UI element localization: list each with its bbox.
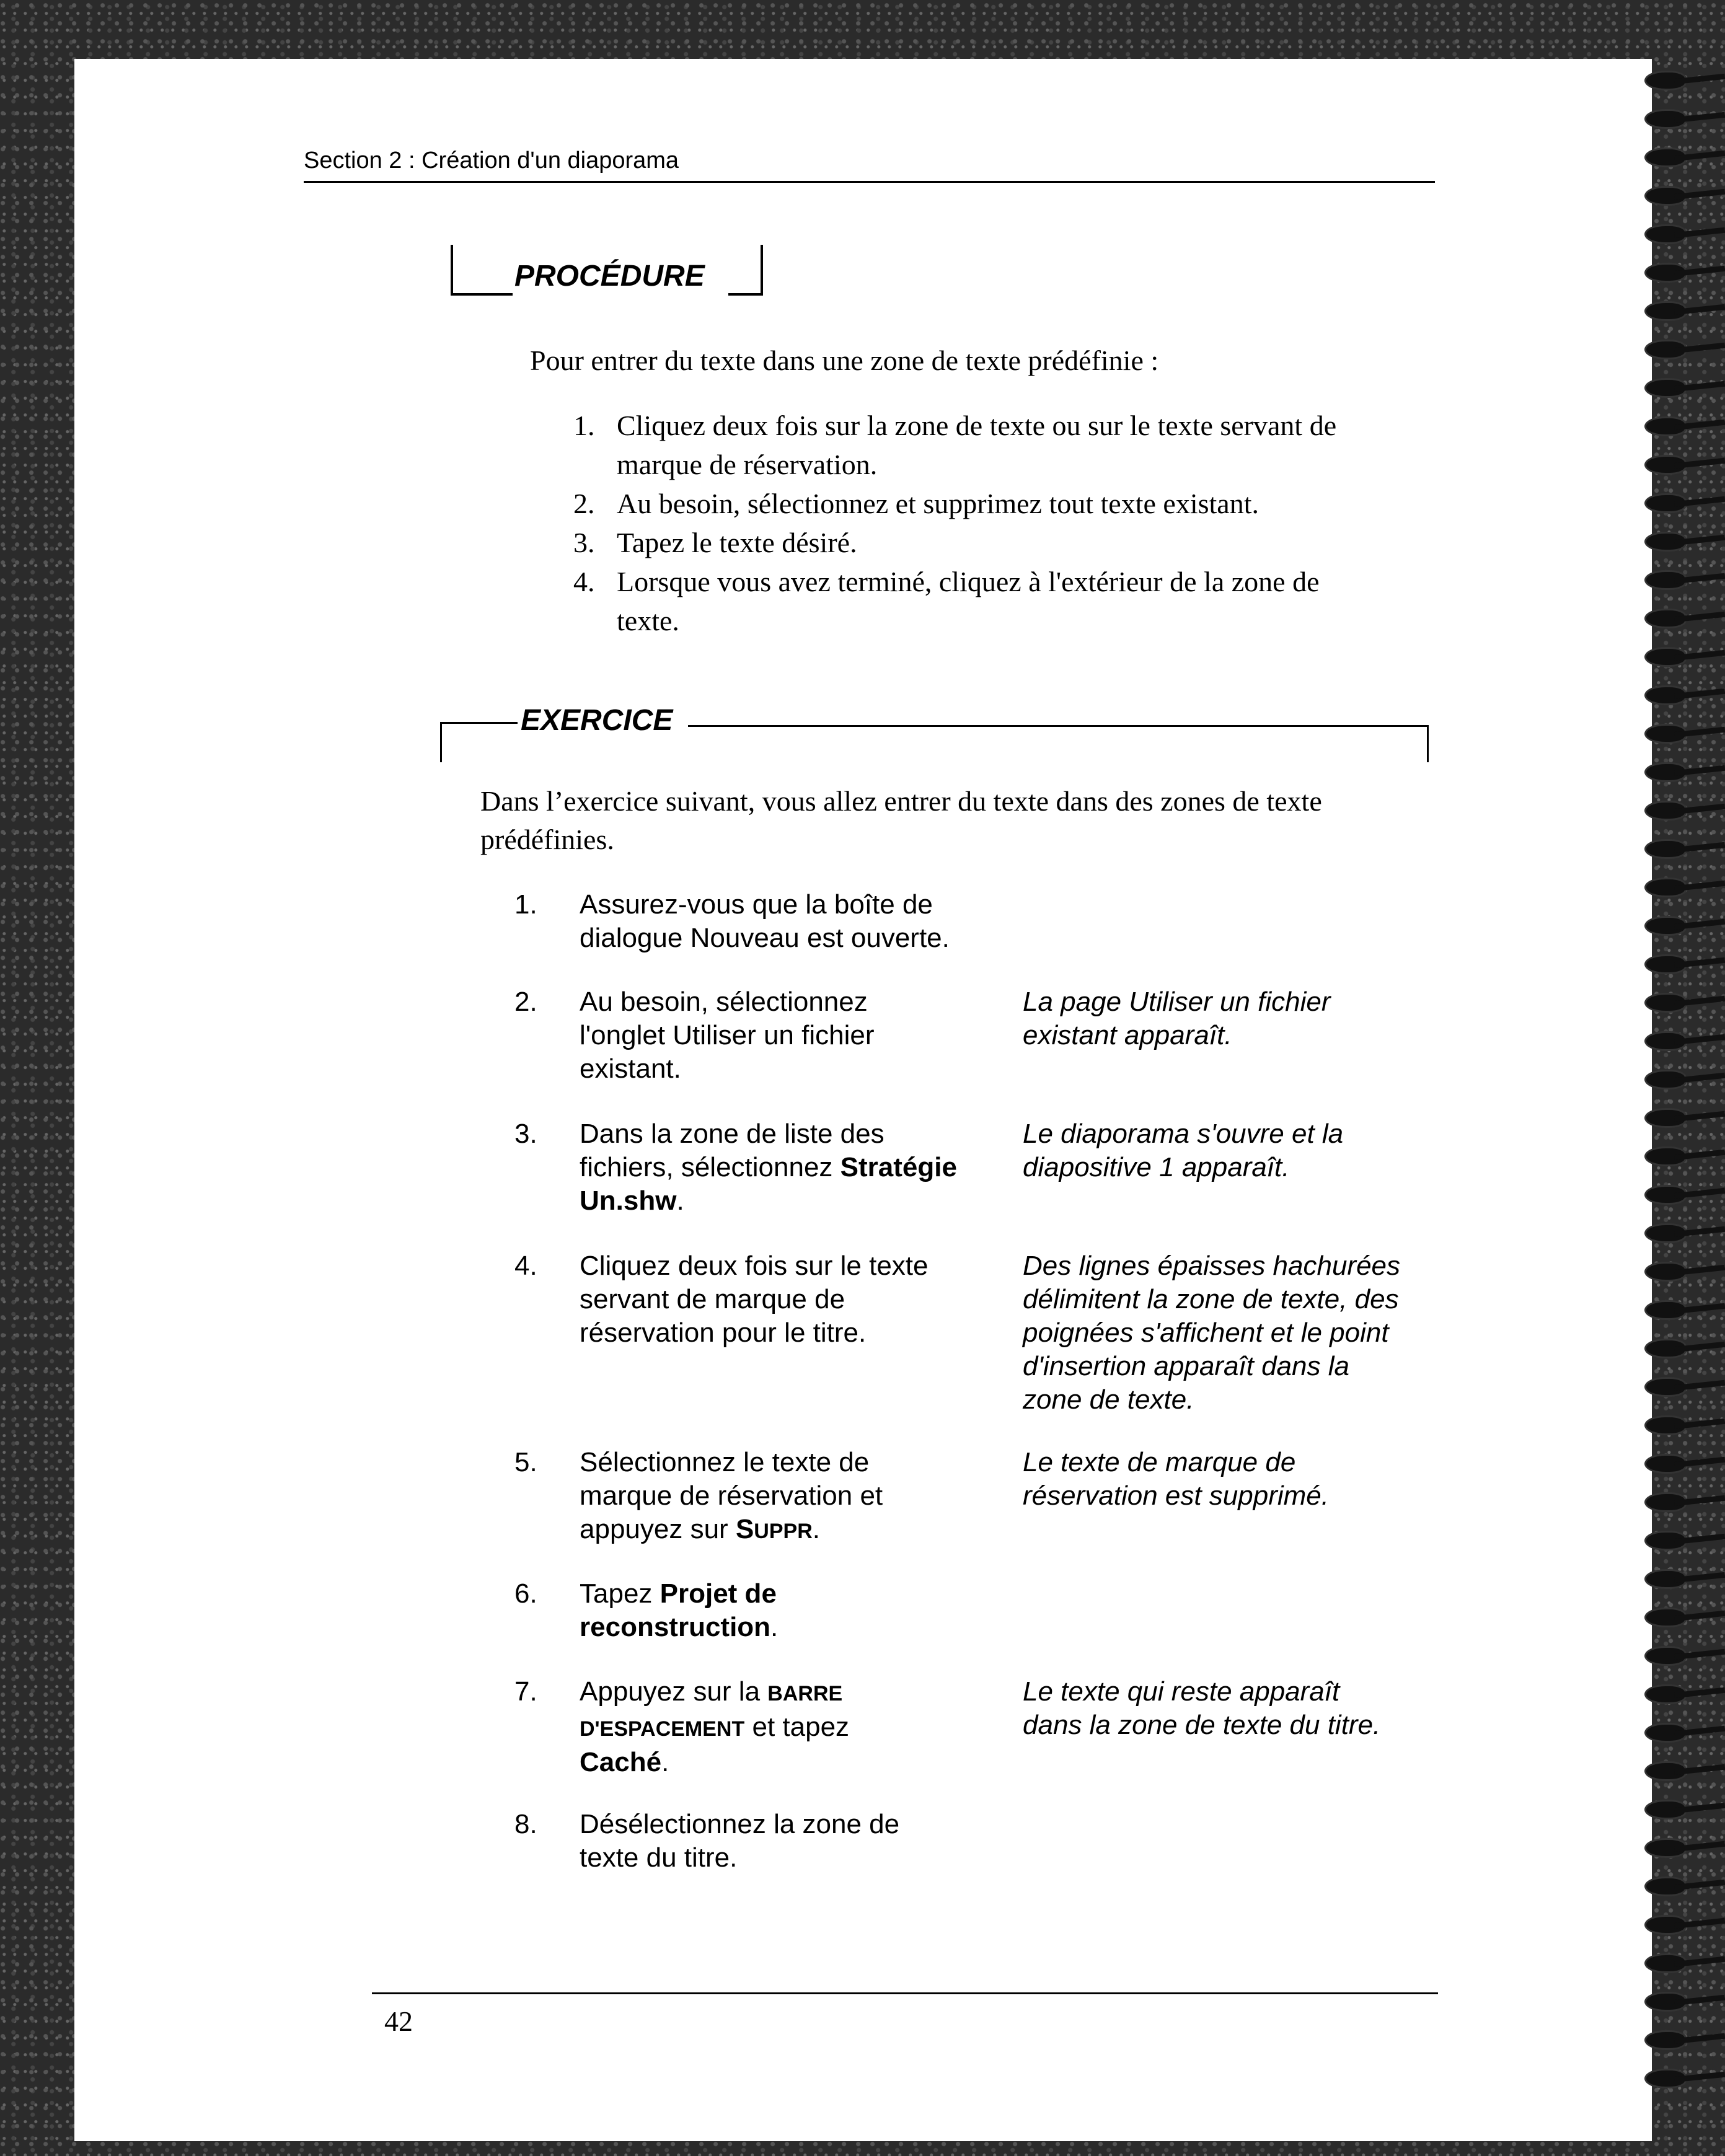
- spiral-coil: [1638, 1336, 1725, 1357]
- spiral-binding: [1638, 68, 1725, 2126]
- spiral-coil: [1638, 1490, 1725, 1511]
- spiral-coil: [1638, 1643, 1725, 1665]
- exercise-rule-vertical-left: [440, 722, 442, 762]
- exercise-title: EXERCICE: [521, 704, 673, 737]
- spiral-coil: [1638, 1221, 1725, 1242]
- exercise-rule-left: [440, 722, 518, 724]
- header-rule: [304, 181, 1435, 183]
- spiral-coil: [1638, 1106, 1725, 1127]
- spiral-coil: [1638, 1144, 1725, 1165]
- list-item: 4. Lorsque vous avez terminé, cliquez à l'extérieur de la zone de texte.: [573, 566, 1320, 636]
- spiral-coil: [1638, 1797, 1725, 1818]
- spiral-coil: [1638, 1759, 1725, 1780]
- spiral-coil: [1638, 183, 1725, 205]
- spiral-coil: [1638, 1029, 1725, 1050]
- spiral-coil: [1638, 1720, 1725, 1741]
- spiral-coil: [1638, 683, 1725, 704]
- spiral-coil: [1638, 222, 1725, 243]
- spiral-coil: [1638, 1182, 1725, 1203]
- spiral-coil: [1638, 990, 1725, 1011]
- page-number: 42: [384, 2005, 413, 2037]
- spiral-coil: [1638, 376, 1725, 397]
- spiral-coil: [1638, 299, 1725, 320]
- spiral-coil: [1638, 1067, 1725, 1088]
- spiral-coil: [1638, 1451, 1725, 1472]
- list-item: 1. Cliquez deux fois sur la zone de texte ou sur le texte servant de marque de réservation.: [573, 410, 1337, 480]
- spiral-coil: [1638, 1528, 1725, 1549]
- spiral-coil: [1638, 68, 1725, 89]
- spiral-coil: [1638, 1836, 1725, 1857]
- procedure-intro: Pour entrer du texte dans une zone de texte prédéfinie :: [530, 345, 1159, 376]
- spiral-coil: [1638, 952, 1725, 973]
- spiral-coil: [1638, 1682, 1725, 1703]
- spiral-coil: [1638, 1951, 1725, 1972]
- spiral-coil: [1638, 1874, 1725, 1895]
- spiral-coil: [1638, 1375, 1725, 1396]
- spiral-coil: [1638, 452, 1725, 473]
- spiral-coil: [1638, 721, 1725, 742]
- exercise-intro: Dans l’exercice suivant, vous allez entrer du texte dans des zones de texte prédéfinies.: [480, 785, 1322, 855]
- spiral-coil: [1638, 2066, 1725, 2087]
- spiral-coil: [1638, 606, 1725, 627]
- procedure-list: [573, 406, 1441, 640]
- spiral-coil: [1638, 913, 1725, 935]
- spiral-coil: [1638, 568, 1725, 589]
- exercise-rule-right: [688, 725, 1429, 727]
- spiral-coil: [1638, 337, 1725, 358]
- spiral-coil: [1638, 491, 1725, 512]
- spiral-coil: [1638, 837, 1725, 858]
- spiral-coil: [1638, 645, 1725, 666]
- list-item: 2. Au besoin, sélectionnez et supprimez tout texte existant.: [573, 488, 1259, 519]
- spiral-coil: [1638, 1912, 1725, 1934]
- spiral-coil: [1638, 107, 1725, 128]
- spiral-coil: [1638, 1259, 1725, 1280]
- spiral-coil: [1638, 1413, 1725, 1434]
- list-item: 3. Tapez le texte désiré.: [573, 527, 857, 558]
- spiral-coil: [1638, 414, 1725, 435]
- spiral-coil: [1638, 1989, 1725, 2010]
- spiral-coil: [1638, 875, 1725, 896]
- spiral-coil: [1638, 760, 1725, 781]
- spiral-coil: [1638, 1605, 1725, 1626]
- section-header: Section 2 : Création d'un diaporama: [304, 147, 679, 174]
- spiral-coil: [1638, 1298, 1725, 1319]
- spiral-coil: [1638, 529, 1725, 550]
- spiral-coil: [1638, 260, 1725, 281]
- spiral-coil: [1638, 2028, 1725, 2049]
- spiral-coil: [1638, 1567, 1725, 1588]
- spiral-coil: [1638, 145, 1725, 166]
- footer-rule: [372, 1992, 1438, 1994]
- exercise-rule-vertical-right: [1427, 725, 1429, 762]
- spiral-coil: [1638, 798, 1725, 819]
- procedure-title: PROCÉDURE: [514, 260, 705, 293]
